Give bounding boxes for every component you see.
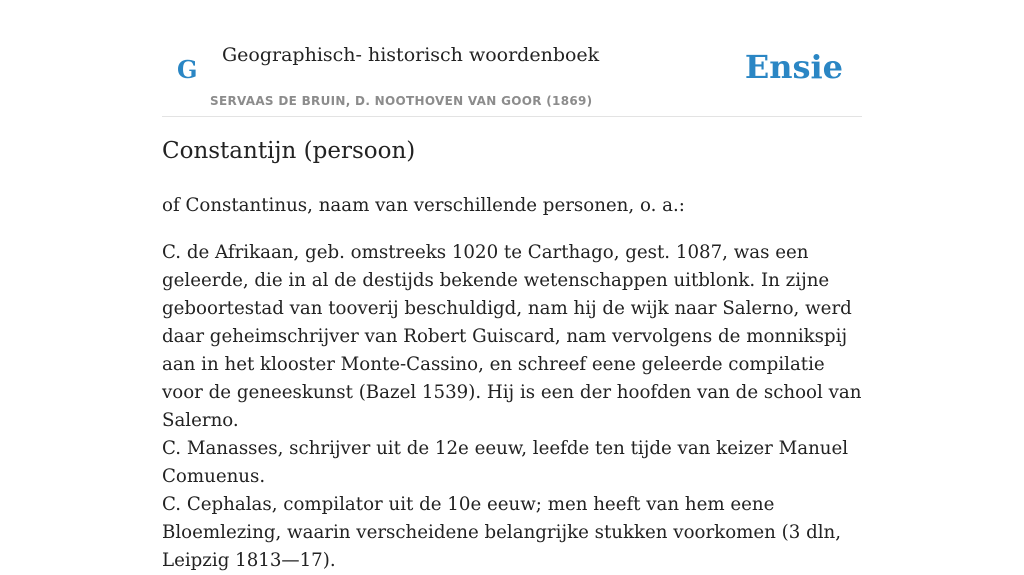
book-author: SERVAAS DE BRUIN, D. NOOTHOVEN VAN GOOR (1869) — [210, 94, 593, 108]
article-paragraph: C. Manasses, schrijver uit de 12e eeuw, leefde ten tijde van keizer Manuel Comuenus. — [162, 438, 849, 487]
article-title: Constantijn (persoon) — [162, 138, 416, 164]
article-paragraph: C. Cephalas, compilator uit de 10e eeuw; men heeft van hem eene Bloemlezing, waarin verscheidene belangrijke stukken voorkomen (3 dln, Leipzig 1813—17). — [162, 494, 842, 571]
article-paragraph: C. de Afrikaan, geb. omstreeks 1020 te Carthago, gest. 1087, was een geleerde, die in al de destijds bekende wetenschappen uitblonk. In zijne geboortestad van tooverij beschuldigd, nam hij de wijk naar Salerno, werd daar geheimschrijver van Robert Guiscard, nam vervolgens de monnikspij aan in het klooster Monte-Cassino, en schreef eene geleerde compilatie voor de geneeskunst (Bazel 1539). Hij is een der hoofden van de school van Salerno. — [162, 242, 862, 431]
ensie-logo[interactable]: Ensie — [744, 48, 843, 86]
book-title[interactable]: Geographisch- historisch woordenboek — [222, 44, 600, 66]
book-header — [162, 0, 862, 117]
article-intro: of Constantinus, naam van verschillende personen, o. a.: — [162, 195, 685, 216]
book-letter-link[interactable]: G — [177, 55, 198, 84]
article-body — [162, 192, 862, 575]
